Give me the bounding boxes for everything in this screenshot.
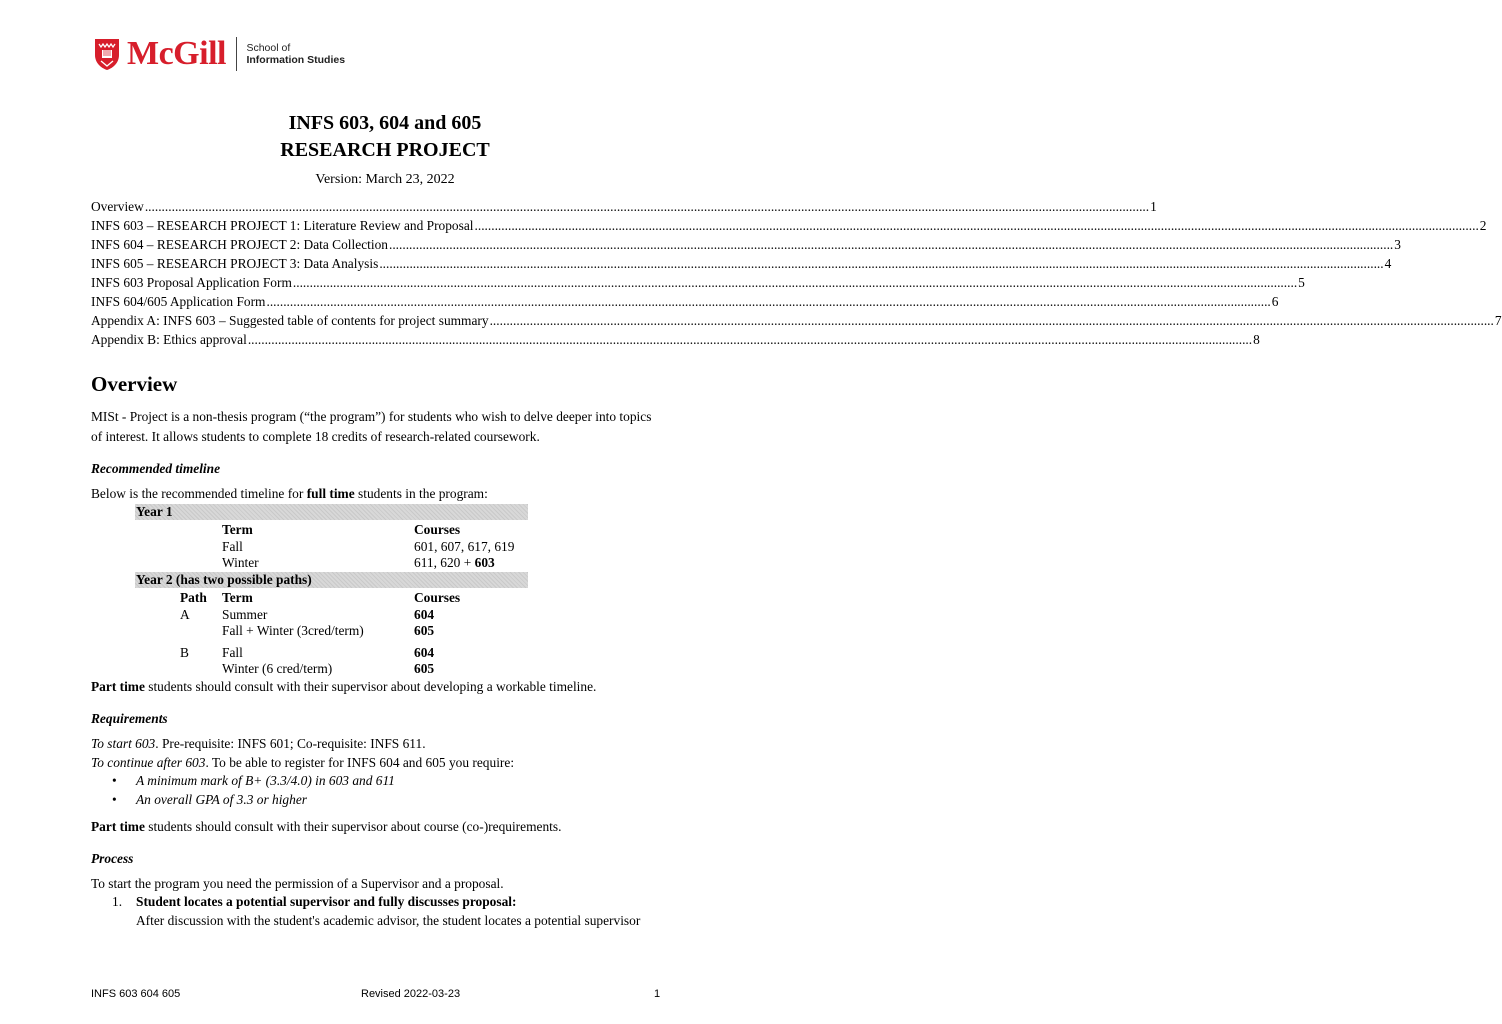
footer-page-number: 1 bbox=[654, 988, 661, 1000]
version-date: Version: March 23, 2022 bbox=[315, 172, 455, 187]
toc-page-number: 4 bbox=[1384, 256, 1392, 271]
toc-page-number: 1 bbox=[1150, 199, 1157, 214]
y1-courses-winter-bold: 603 bbox=[474, 555, 495, 570]
toc-page-number: 3 bbox=[1394, 237, 1401, 252]
toc-label: INFS 604 – RESEARCH PROJECT 2: Data Collection bbox=[91, 237, 388, 252]
toc-leader-dots: ............................................................................................................................................................................................................................................................................................................ bbox=[474, 218, 1479, 233]
y2-b-term-1: Fall bbox=[222, 645, 243, 660]
toc-label: INFS 603 – RESEARCH PROJECT 1: Literature Review and Proposal bbox=[91, 218, 474, 233]
toc-leader-dots: ............................................................................................................................................................................................................................................................................................................ bbox=[144, 199, 1150, 214]
y1-courses-header: Courses bbox=[414, 522, 461, 537]
y1-term-fall: Fall bbox=[222, 539, 243, 554]
mcgill-crest-icon bbox=[93, 37, 121, 71]
timeline-parttime-note bbox=[91, 677, 681, 697]
logo-divider bbox=[236, 37, 238, 71]
footer-revised: Revised 2022-03-23 bbox=[361, 988, 461, 1000]
overview-intro-line1: MISt - Project is a non-thesis program (“the program”) for students who wish to delve deeper into topics bbox=[91, 409, 652, 424]
table-of-contents bbox=[91, 197, 1502, 349]
logo-sub-line2: Information Studies bbox=[246, 54, 346, 66]
y2-b-courses-1: 604 bbox=[414, 645, 435, 660]
y2-path-a: A bbox=[180, 607, 190, 622]
toc-page-number: 7 bbox=[1494, 313, 1502, 328]
bullet-icon: • bbox=[112, 773, 117, 788]
y2-a-courses-1: 604 bbox=[414, 607, 435, 622]
toc-leader-dots: ............................................................................................................................................................................................................................................................................................................ bbox=[489, 313, 1494, 328]
toc-leader-dots: ............................................................................................................................................................................................................................................................................................................ bbox=[379, 256, 1384, 271]
toc-entry[interactable] bbox=[91, 235, 1401, 254]
req-parttime-bold: Part time bbox=[91, 819, 145, 834]
requirement-bullet-2: An overall GPA of 3.3 or higher bbox=[136, 792, 307, 807]
y2-path-header: Path bbox=[180, 590, 207, 605]
toc-leader-dots: ............................................................................................................................................................................................................................................................................................................ bbox=[292, 275, 1298, 290]
toc-label: Appendix A: INFS 603 – Suggested table of contents for project summary bbox=[91, 313, 489, 328]
timeline-intro bbox=[91, 484, 681, 504]
y2-term-header: Term bbox=[222, 590, 253, 605]
requirements-continue-label: To continue after 603 bbox=[91, 755, 206, 770]
year2-label: Year 2 (has two possible paths) bbox=[136, 572, 312, 587]
y2-path-b: B bbox=[180, 645, 189, 660]
toc-page-number: 8 bbox=[1253, 332, 1260, 347]
y1-courses-winter bbox=[414, 555, 495, 571]
toc-leader-dots: ............................................................................................................................................................................................................................................................................................................ bbox=[388, 237, 1394, 252]
requirements-continue bbox=[91, 753, 681, 773]
process-heading: Process bbox=[91, 851, 134, 866]
parttime-text: students should consult with their supervisor about developing a workable timeline. bbox=[144, 679, 597, 694]
toc-page-number: 6 bbox=[1271, 294, 1279, 309]
y2-a-courses-2: 605 bbox=[414, 623, 435, 638]
toc-entry[interactable] bbox=[91, 216, 1487, 235]
y2-b-courses-2: 605 bbox=[414, 661, 435, 676]
document-title: INFS 603, 604 and 605 bbox=[288, 112, 482, 134]
requirements-start-label: To start 603 bbox=[91, 736, 156, 751]
bullet-icon: • bbox=[112, 792, 117, 807]
requirements-start-text: . Pre-requisite: INFS 601; Co-requisite: INFS 611. bbox=[155, 736, 426, 751]
y2-courses-header: Courses bbox=[414, 590, 461, 605]
process-intro: To start the program you need the permission of a Supervisor and a proposal. bbox=[91, 876, 504, 891]
y1-courses-fall: 601, 607, 617, 619 bbox=[414, 539, 515, 554]
footer-doc-id: INFS 603 604 605 bbox=[91, 988, 181, 1000]
document-subtitle: RESEARCH PROJECT bbox=[280, 139, 490, 161]
requirements-continue-text: . To be able to register for INFS 604 and 605 you require: bbox=[205, 755, 515, 770]
y1-term-header: Term bbox=[222, 522, 253, 537]
y1-term-winter: Winter bbox=[222, 555, 259, 570]
process-step1-text: After discussion with the student's academic advisor, the student locates a potential supervisor bbox=[136, 913, 641, 928]
toc-label: INFS 604/605 Application Form bbox=[91, 294, 266, 309]
timeline-intro-post: students in the program: bbox=[354, 486, 488, 501]
timeline-intro-pre: Below is the recommended timeline for bbox=[91, 486, 307, 501]
overview-heading: Overview bbox=[91, 372, 178, 396]
requirements-heading: Requirements bbox=[91, 711, 168, 726]
toc-leader-dots: ............................................................................................................................................................................................................................................................................................................ bbox=[247, 332, 1253, 347]
toc-label: Overview bbox=[91, 199, 144, 214]
mcgill-logo bbox=[93, 36, 345, 72]
y2-a-term-1: Summer bbox=[222, 607, 268, 622]
toc-entry[interactable] bbox=[91, 197, 1157, 216]
toc-label: INFS 603 Proposal Application Form bbox=[91, 275, 292, 290]
y2-b-term-2: Winter (6 cred/term) bbox=[222, 661, 333, 676]
toc-label: INFS 605 – RESEARCH PROJECT 3: Data Analysis bbox=[91, 256, 379, 271]
year1-label: Year 1 bbox=[136, 504, 173, 519]
year1-band bbox=[135, 504, 528, 520]
toc-entry[interactable] bbox=[91, 311, 1502, 330]
toc-entry[interactable] bbox=[91, 273, 1305, 292]
process-step1-title: Student locates a potential supervisor and fully discusses proposal: bbox=[136, 894, 517, 909]
requirements-start bbox=[91, 734, 681, 754]
parttime-bold: Part time bbox=[91, 679, 145, 694]
overview-intro-line2: of interest. It allows students to complete 18 credits of research-related coursework. bbox=[91, 429, 540, 444]
toc-leader-dots: ............................................................................................................................................................................................................................................................................................................ bbox=[266, 294, 1271, 309]
requirements-parttime-note bbox=[91, 817, 681, 837]
logo-wordmark: McGill bbox=[127, 35, 226, 72]
logo-school-name bbox=[246, 42, 345, 66]
y2-a-term-2: Fall + Winter (3cred/term) bbox=[222, 623, 364, 638]
toc-label: Appendix B: Ethics approval bbox=[91, 332, 247, 347]
timeline-intro-bold: full time bbox=[306, 486, 355, 501]
toc-page-number: 5 bbox=[1298, 275, 1305, 290]
y1-courses-winter-pre: 611, 620 + bbox=[414, 555, 475, 570]
toc-entry[interactable] bbox=[91, 292, 1279, 311]
toc-entry[interactable] bbox=[91, 330, 1260, 349]
process-step1-number: 1. bbox=[112, 894, 123, 909]
req-parttime-text: students should consult with their supervisor about course (co-)requirements. bbox=[144, 819, 562, 834]
toc-page-number: 2 bbox=[1479, 218, 1487, 233]
timeline-heading: Recommended timeline bbox=[91, 461, 221, 476]
requirement-bullet-1: A minimum mark of B+ (3.3/4.0) in 603 and 611 bbox=[136, 773, 395, 788]
toc-entry[interactable] bbox=[91, 254, 1392, 273]
logo-sub-line1: School of bbox=[246, 42, 291, 54]
